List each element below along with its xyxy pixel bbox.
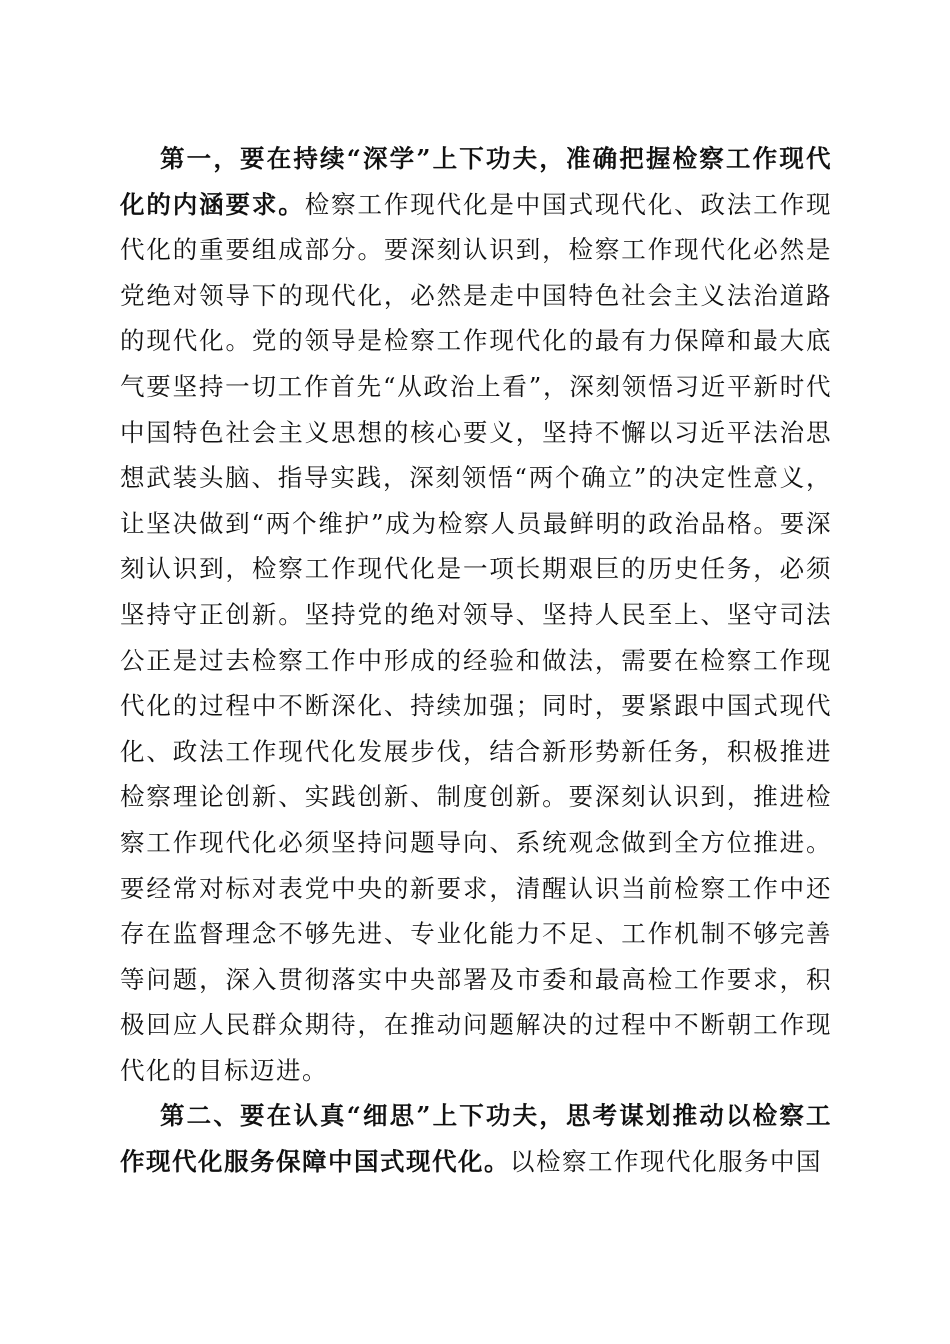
document-body [120, 136, 832, 1185]
paragraph-first [120, 136, 832, 1093]
paragraph-first-body: 检察工作现代化是中国式现代化、政法工作现代化的重要组成部分。要深刻认识到，检察工作现代化必然是党绝对领导下的现代化，必然是走中国特色社会主义法治道路的现代化。党的领导是检察工作现代化的最有力保障和最大底气要坚持一切工作首先“从政治上看”，深刻领悟习近平新时代中国特色社会主义思想的核心要义，坚持不懈以习近平法治思想武装头脑、指导实践，深刻领悟“两个确立”的决定性意义，让坚决做到“两个维护”成为检察人员最鲜明的政治品格。要深刻认识到，检察工作现代化是一项长期艰巨的历史任务，必须坚持守正创新。坚持党的绝对领导、坚持人民至上、坚守司法公正是过去检察工作中形成的经验和做法，需要在检察工作现代化的过程中不断深化、持续加强；同时，要紧跟中国式现代化、政法工作现代化发展步伐，结合新形势新任务，积极推进检察理论创新、实践创新、制度创新。要深刻认识到，推进检察工作现代化必须坚持问题导向、系统观念做到全方位推进。要经常对标对表党中央的新要求，清醒认识当前检察工作中还存在监督理念不够先进、专业化能力不足、工作机制不够完善等问题，深入贯彻落实中央部署及市委和最高检工作要求，积极回应人民群众期待，在推动问题解决的过程中不断朝工作现代化的目标迈进。 [120, 189, 833, 1085]
paragraph-first-lead: 第一，要在持续“深学”上下功夫，准确把握检察工作现代化的内涵要求。 [120, 144, 832, 219]
paragraph-second [120, 1093, 832, 1184]
paragraph-second-lead: 第二、要在认真“细思”上下功夫，思考谋划推动以检察工作现代化服务保障中国式现代化。 [120, 1101, 832, 1177]
paragraph-second-body: 以检察工作现代化服务中国 [510, 1147, 822, 1177]
